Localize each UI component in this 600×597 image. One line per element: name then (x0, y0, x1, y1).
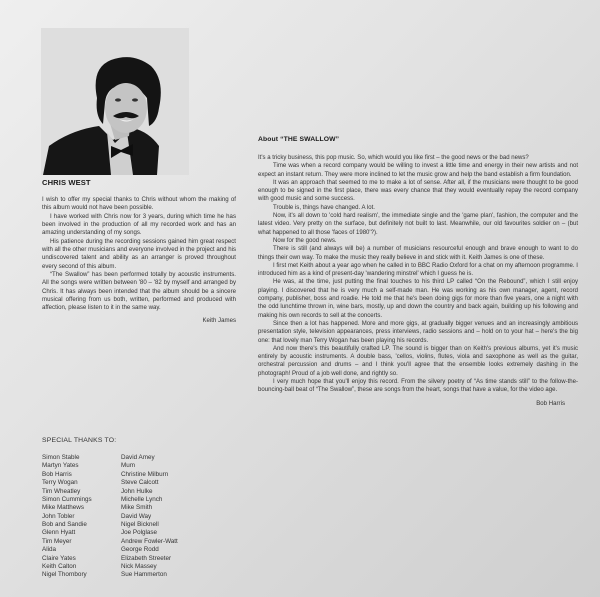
thanks-name: Mike Matthews (42, 504, 84, 512)
paragraph: He was, at the time, just putting the final touches to his third LP called “On the Rebound”, which I still enjoy playing. I discovered that he is very much a self-made man. He was working as his own manager, agent, record company, publisher, boss and roadie. He told me that he's been doing gigs for more than five years, one a night with the odd lunchtime thrown in, wine bars, mostly, up and down the country and back again, building up his following and making his own records to sell at the concerts. (258, 279, 578, 319)
tribute-text (42, 196, 236, 313)
thanks-name: George Rodd (121, 546, 159, 554)
thanks-name: Mike Smith (121, 504, 153, 512)
thanks-name: Nigel Bicknell (121, 521, 159, 528)
special-thanks-title: SPECIAL THANKS TO: (42, 437, 117, 444)
signature: Bob Harris (536, 399, 565, 407)
section-heading: About “THE SWALLOW” (258, 136, 340, 143)
thanks-name: Nick Massey (121, 562, 157, 570)
thanks-name: Elizabeth Streeter (121, 554, 172, 562)
paragraph: I very much hope that you'll enjoy this record. From the silvery poetry of “As time stands still” to the follow-the-bouncing-ball beat of “The Swallow”, these are songs from the heart, songs that have a value, for the video age. (258, 379, 578, 394)
thanks-name: Tim Meyer (42, 537, 72, 545)
paragraph: I first met Keith about a year ago when he called in to BBC Radio Oxford for a chat on my afternoon programme. I introduced him as a kind of present-day 'wandering minstrel' which I guess he is. (258, 262, 578, 278)
portrait-illustration (41, 28, 189, 175)
paragraph: And now there's this beautifully crafted LP. The sound is bigger than on Keith's previous albums, yet it's music entirely by acoustic instruments. A double bass, 'cellos, violins, flutes, viola and saxophone as well as the guitar, orchestral percussion and drums – and I think you'll agree that the ensemble looks extremely dashing in the photograph! Proud of a job well done, and rightly so. (258, 345, 578, 377)
thanks-name: Glenn Hyatt (42, 529, 76, 537)
thanks-name: Simon Stable (42, 454, 80, 461)
thanks-name: John Tobler (42, 512, 75, 520)
section-title: CHRIS WEST (42, 178, 91, 187)
thanks-name: Sue Hammerton (121, 571, 167, 579)
paragraph: Since then a lot has happened. More and more gigs, at gradually bigger venues and an increasingly ambitious presentation style, television appearances, press interviews, radio sessions and – hold on to your hat – here's the big one: that lovely man Terry Wogan has been playing his records. (258, 320, 578, 344)
thanks-name: David Amey (121, 454, 155, 461)
paragraph: Now for the good news. (273, 237, 337, 244)
thanks-name: Nigel Thornbory (42, 571, 87, 579)
thanks-name: Terry Wogan (42, 479, 78, 487)
thanks-list-col1 (42, 454, 92, 580)
portrait-photo (41, 28, 189, 175)
thanks-name: Claire Yates (42, 554, 76, 562)
liner-notes-text (258, 154, 578, 395)
about-the-swallow-section (258, 136, 578, 407)
paragraph: I wish to offer my special thanks to Chris without whom the making of this album would not have been possible. (42, 196, 236, 212)
thanks-name: Bob and Sandie (42, 521, 87, 528)
thanks-name: Martyn Yates (42, 462, 79, 470)
paragraph: There is still (and always will be) a number of musicians resourceful enough and brave enough to want to do things their own way. To make the music they really believe in and stick with it. Keith James is one of these. (258, 246, 578, 261)
thanks-name: Bob Harris (42, 470, 72, 478)
thanks-name: John Hulke (121, 487, 153, 495)
thanks-name: Joe Polglase (121, 529, 158, 537)
thanks-name: Michelle Lynch (121, 495, 163, 503)
thanks-name: Alida (42, 546, 57, 554)
paragraph: It was an approach that seemed to me to make a lot of sense. After all, if the musicians were thought to be good enough to be signed in the first place, there was every chance that they would eventually repay the record company with good music and some success. (258, 179, 578, 203)
signature: Keith James (202, 316, 236, 324)
thanks-name: Keith Calton (42, 562, 77, 570)
thanks-list-col2 (121, 454, 178, 580)
chris-west-section (42, 178, 236, 324)
paragraph: “The Swallow” has been performed totally by acoustic instruments. All the songs were written between '80 – '82 by myself and arranged by Chris. It has always been intended that the album should be a sincere musical offering from us both, written, performed and produced with affection, please listen to it in the same way. (42, 271, 236, 312)
thanks-name: Mum (121, 462, 135, 470)
thanks-name: Tim Wheatley (42, 487, 81, 495)
paragraph: Now, it's all down to 'cold hard realism', the immediate single and the 'game plan', fashion, the computer and the latest video. Very pretty on the surface, but definitely not built to last. Meanwhile, our old favourites soldier on – (but what happened to all those 'faces of 1980'?). (258, 213, 578, 236)
paragraph: His patience during the recording sessions gained him great respect with all the other musicians and everyone involved in the project and his undiscovered talent and ability as an arranger is proved throughout every second of this album. (42, 237, 236, 270)
thanks-name: Andrew Fowler-Watt (121, 537, 178, 545)
thanks-name: David Way (121, 512, 152, 520)
paragraph: I have worked with Chris now for 3 years, during which time he has been involved in the production of all my recorded work and has an amazing understanding of my songs. (42, 212, 236, 237)
paragraph: Time was when a record company would be willing to invest a little time and energy in their new artists and not expect an instant return. They were more inclined to let the music grow and help the band establish a firm foundation. (258, 163, 578, 178)
thanks-name: Steve Calcott (121, 479, 159, 487)
paragraph: It's a tricky business, this pop music. So, which would you like first – the good news or the bad news? (258, 155, 529, 161)
paragraph: Trouble is, things have changed. A lot. (273, 204, 375, 211)
thanks-name: Christine Milburn (121, 470, 169, 478)
thanks-name: Simon Cummings (42, 495, 92, 503)
